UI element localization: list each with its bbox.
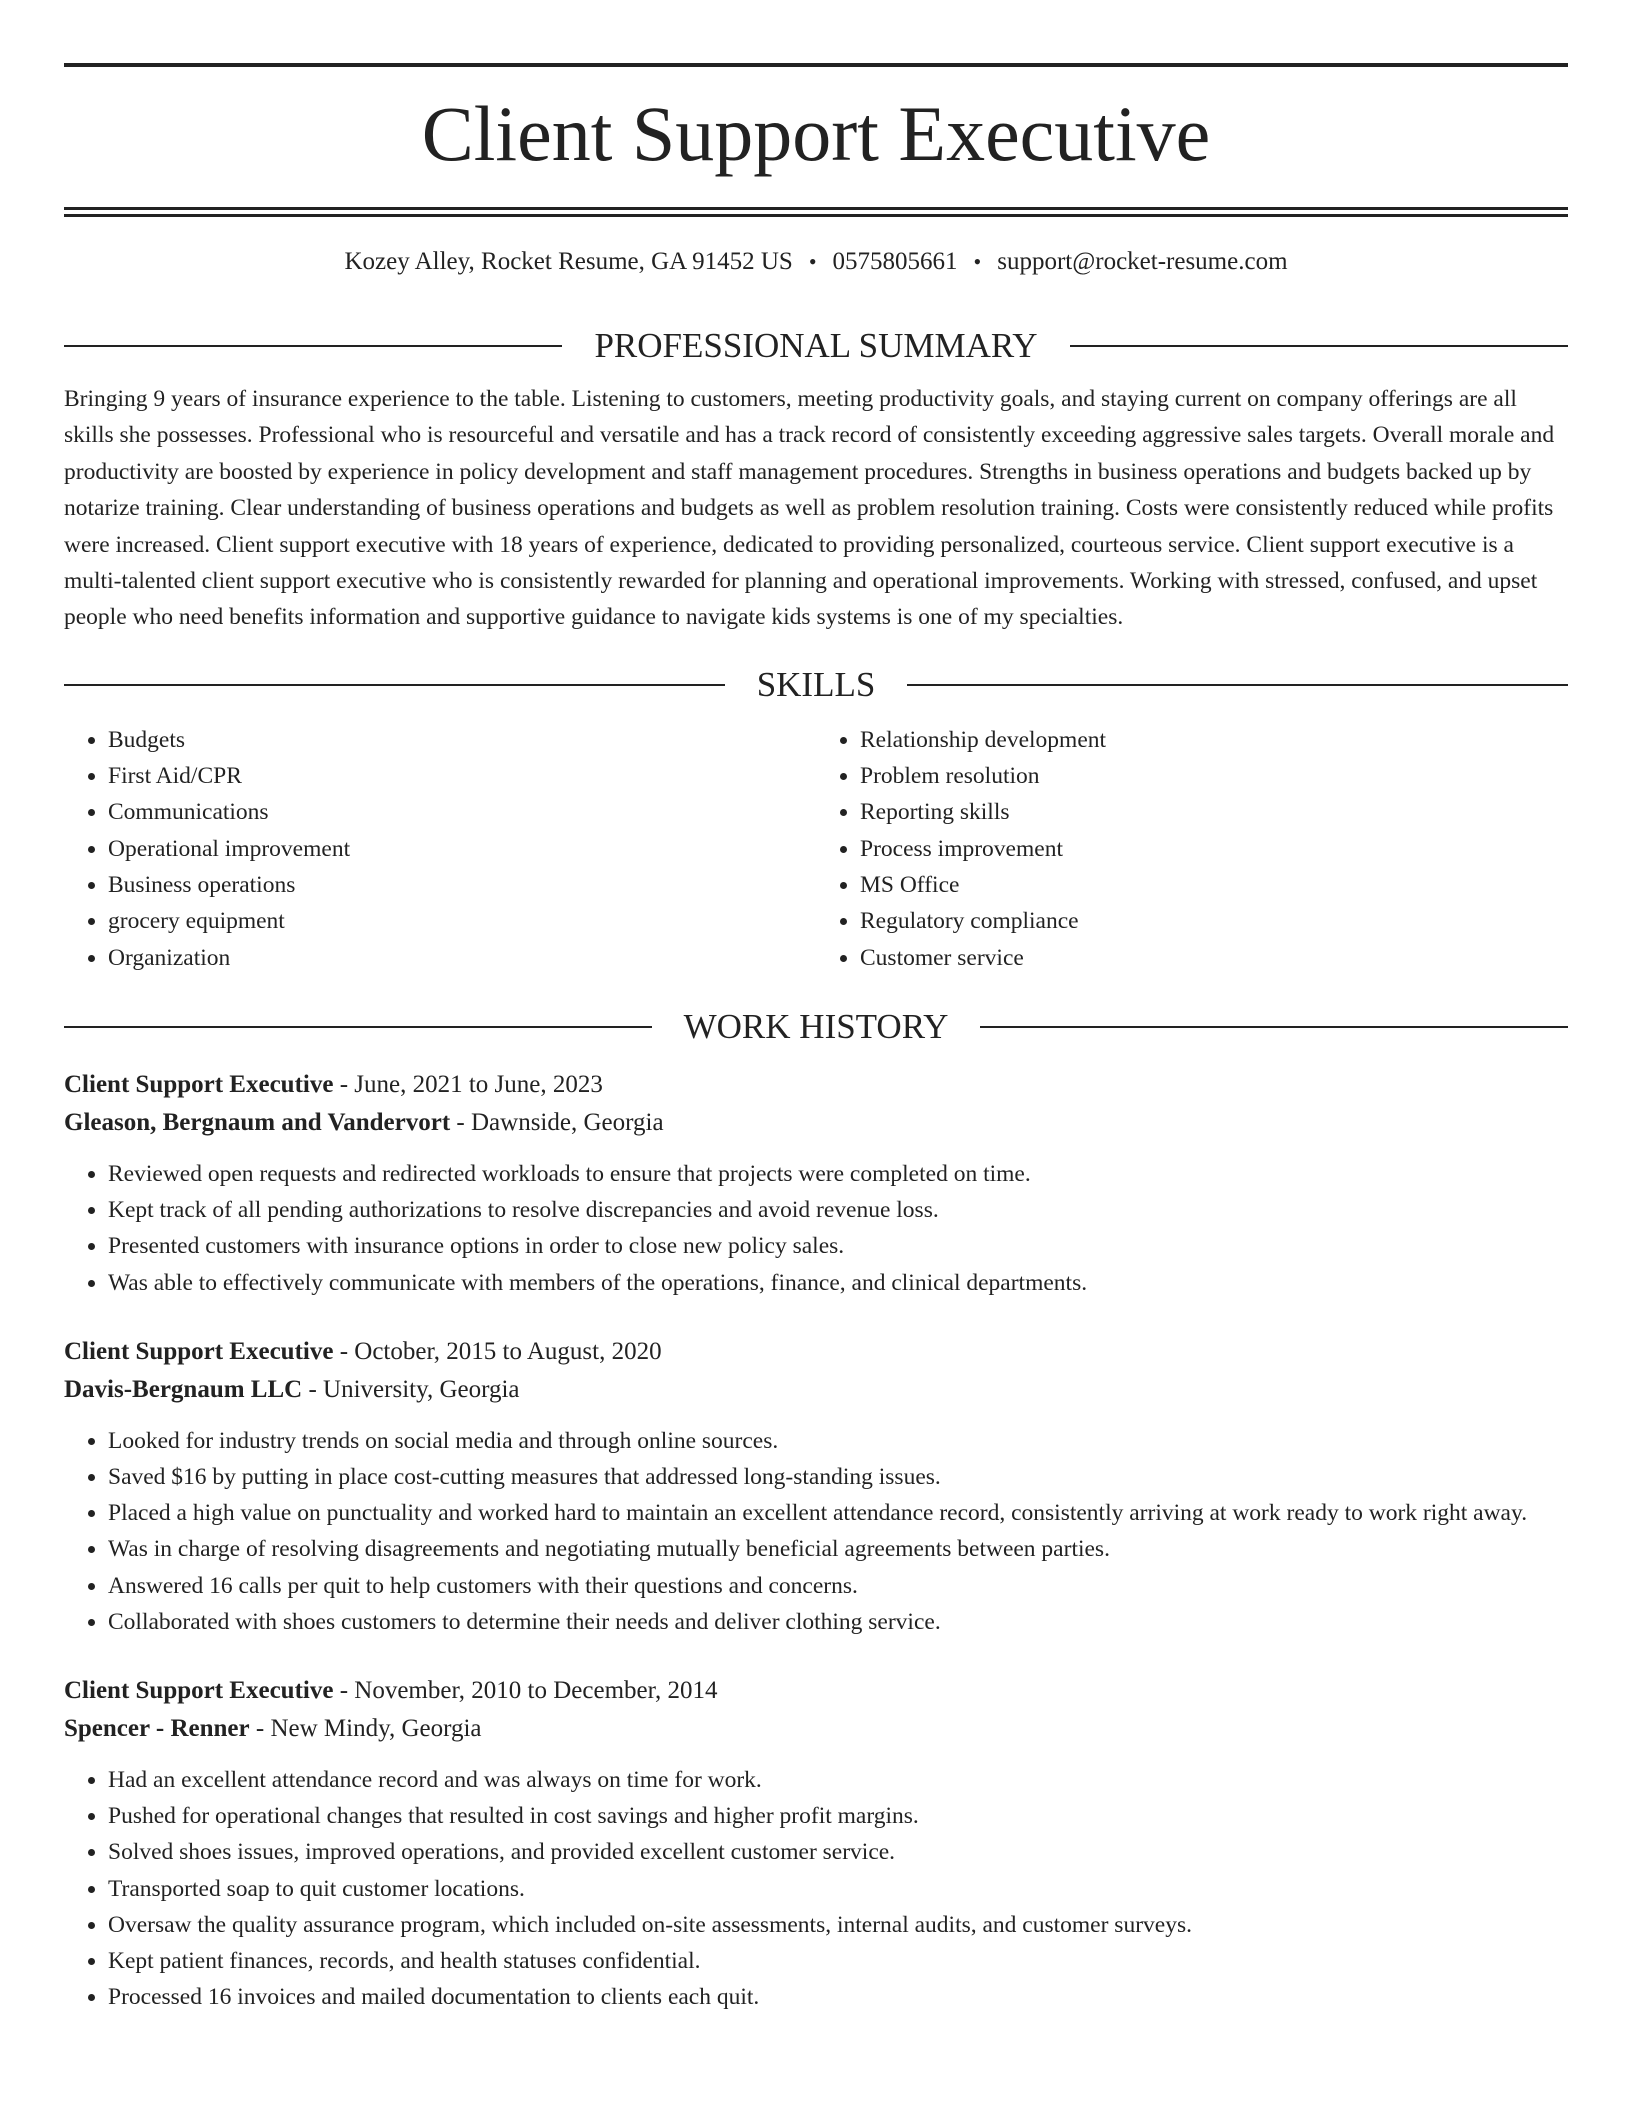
contact-phone: 0575805661 bbox=[832, 248, 958, 275]
job-company-line: Spencer - Renner - New Mindy, Georgia bbox=[64, 1714, 482, 1742]
skill-item: • First Aid/CPR bbox=[108, 758, 816, 794]
heading-rule-left bbox=[64, 345, 562, 347]
summary-heading: PROFESSIONAL SUMMARY bbox=[594, 326, 1038, 365]
skills-list-right bbox=[816, 722, 1568, 976]
job-bullet: • Was able to effectively communicate with members of the operations, finance, and clinical departments. bbox=[108, 1265, 1568, 1301]
skill-item: • Organization bbox=[108, 940, 816, 976]
heading-rule-left bbox=[64, 684, 725, 686]
job-entry bbox=[64, 1066, 1568, 1301]
skills-columns bbox=[64, 722, 1568, 976]
skill-item: • Budgets bbox=[108, 722, 816, 758]
skill-item: • Communications bbox=[108, 794, 816, 830]
job-entry bbox=[64, 1672, 1568, 2015]
title-double-rule bbox=[64, 207, 1568, 217]
skill-item: • Business operations bbox=[108, 867, 816, 903]
skills-heading: SKILLS bbox=[756, 664, 876, 704]
job-bullets bbox=[64, 1762, 1568, 2015]
contact-email: support@rocket-resume.com bbox=[997, 248, 1288, 275]
job-bullet: • Answered 16 calls per quit to help customers with their questions and concerns. bbox=[108, 1568, 1568, 1604]
job-bullet: • Collaborated with shoes customers to determine their needs and deliver clothing service. bbox=[108, 1604, 1568, 1640]
job-bullet: • Had an excellent attendance record and was always on time for work. bbox=[108, 1762, 1568, 1798]
job-dates: October, 2015 to August, 2020 bbox=[354, 1337, 662, 1365]
job-bullet: • Oversaw the quality assurance program, which included on-site assessments, internal audits, and customer surveys. bbox=[108, 1907, 1568, 1943]
skill-item: • Process improvement bbox=[860, 831, 1568, 867]
job-location: New Mindy, Georgia bbox=[270, 1714, 482, 1742]
heading-rule-left bbox=[64, 1026, 652, 1028]
job-company: Spencer - Renner bbox=[64, 1714, 250, 1742]
heading-rule-right bbox=[1070, 345, 1568, 347]
job-title-line: Client Support Executive - October, 2015 to August, 2020 bbox=[64, 1337, 662, 1365]
job-bullet: • Kept patient finances, records, and health statuses confidential. bbox=[108, 1943, 1568, 1979]
job-bullet: • Was in charge of resolving disagreements and negotiating mutually beneficial agreements between parties. bbox=[108, 1531, 1568, 1567]
job-company: Gleason, Bergnaum and Vandervort bbox=[64, 1108, 451, 1136]
skill-item: • Reporting skills bbox=[860, 794, 1568, 830]
job-bullet: • Solved shoes issues, improved operations, and provided excellent customer service. bbox=[108, 1834, 1568, 1870]
skill-item: • Operational improvement bbox=[108, 831, 816, 867]
work-section-heading bbox=[64, 1004, 1568, 1050]
contact-line bbox=[64, 245, 1568, 279]
job-title: Client Support Executive bbox=[64, 1070, 334, 1098]
job-title-line: Client Support Executive - June, 2021 to June, 2023 bbox=[64, 1070, 603, 1098]
summary-text: Bringing 9 years of insurance experience to the table. Listening to customers, meeting productivity goals, and staying current on company offerings are all skills she possesses. Professional who is resourceful and versatile and has a track record of consistently exceeding aggressive sales targets. Overall morale and productivity are boosted by experience in policy development and staff management procedures. Strengths in business operations and budgets backed up by notarize training. Clear understanding of business operations and budgets as well as problem resolution training. Costs were consistently reduced while profits were increased. Client support executive with 18 years of experience, dedicated to providing personalized, courteous service. Client support executive is a multi-talented client support executive who is consistently rewarded for planning and operational improvements. Working with stressed, confused, and upset people who need benefits information and supportive guidance to navigate kids systems is one of my specialties. bbox=[64, 386, 1555, 631]
job-bullet: • Pushed for operational changes that resulted in cost savings and higher profit margins. bbox=[108, 1798, 1568, 1834]
contact-address: Kozey Alley, Rocket Resume, GA 91452 US bbox=[344, 248, 793, 275]
job-location: Dawnside, Georgia bbox=[471, 1108, 664, 1136]
resume-page bbox=[64, 0, 1568, 2015]
job-dates: June, 2021 to June, 2023 bbox=[354, 1070, 603, 1098]
job-dates: November, 2010 to December, 2014 bbox=[354, 1676, 718, 1704]
job-title-line: Client Support Executive - November, 2010 to December, 2014 bbox=[64, 1676, 718, 1704]
job-bullets bbox=[64, 1423, 1568, 1640]
job-company: Davis-Bergnaum LLC bbox=[64, 1375, 303, 1403]
skill-item: • Customer service bbox=[860, 940, 1568, 976]
job-bullet: • Looked for industry trends on social media and through online sources. bbox=[108, 1423, 1568, 1459]
job-bullet: • Reviewed open requests and redirected workloads to ensure that projects were completed on time. bbox=[108, 1156, 1568, 1192]
skill-item: • Regulatory compliance bbox=[860, 903, 1568, 939]
page-title: Client Support Executive bbox=[421, 90, 1211, 177]
skill-item: • Relationship development bbox=[860, 722, 1568, 758]
skill-item: • MS Office bbox=[860, 867, 1568, 903]
job-bullet: • Kept track of all pending authorizations to resolve discrepancies and avoid revenue loss. bbox=[108, 1192, 1568, 1228]
heading-rule-right bbox=[907, 684, 1568, 686]
summary-section-heading bbox=[64, 323, 1568, 369]
work-heading: WORK HISTORY bbox=[683, 1006, 949, 1046]
skill-item: • grocery equipment bbox=[108, 903, 816, 939]
job-bullet: • Placed a high value on punctuality and worked hard to maintain an excellent attendance record, consistently arriving at work ready to work right away. bbox=[108, 1495, 1568, 1531]
skills-list-left bbox=[64, 722, 816, 976]
contact-separator: • bbox=[808, 249, 817, 274]
job-entry bbox=[64, 1333, 1568, 1640]
skills-section-heading bbox=[64, 662, 1568, 708]
skill-item: • Problem resolution bbox=[860, 758, 1568, 794]
job-company-line: Gleason, Bergnaum and Vandervort - Dawnside, Georgia bbox=[64, 1108, 664, 1136]
contact-separator: • bbox=[973, 249, 982, 274]
job-bullet: • Saved $16 by putting in place cost-cutting measures that addressed long-standing issues. bbox=[108, 1459, 1568, 1495]
job-title: Client Support Executive bbox=[64, 1676, 334, 1704]
job-bullet: • Presented customers with insurance options in order to close new policy sales. bbox=[108, 1228, 1568, 1264]
job-bullet: • Transported soap to quit customer locations. bbox=[108, 1871, 1568, 1907]
job-bullet: • Processed 16 invoices and mailed documentation to clients each quit. bbox=[108, 1979, 1568, 2015]
job-bullets bbox=[64, 1156, 1568, 1301]
job-location: University, Georgia bbox=[323, 1375, 520, 1403]
job-title: Client Support Executive bbox=[64, 1337, 334, 1365]
job-company-line: Davis-Bergnaum LLC - University, Georgia bbox=[64, 1375, 520, 1403]
heading-rule-right bbox=[980, 1026, 1568, 1028]
